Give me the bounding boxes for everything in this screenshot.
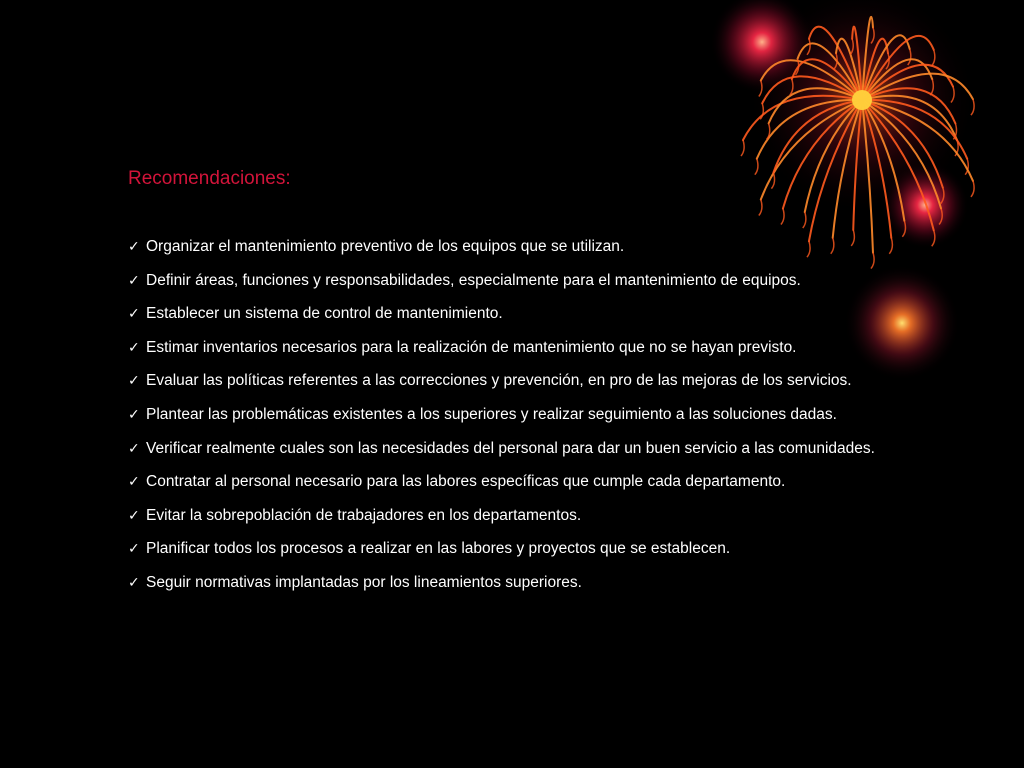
list-item xyxy=(128,238,1008,272)
checkmark-icon: ✓ xyxy=(128,339,140,356)
checkmark-icon: ✓ xyxy=(128,272,140,289)
slide-title: Recomendaciones: xyxy=(128,168,291,189)
list-item xyxy=(128,473,1008,507)
firework-ray-tip xyxy=(741,140,744,156)
list-item xyxy=(128,372,1008,406)
checkmark-icon: ✓ xyxy=(128,440,140,457)
list-item xyxy=(128,440,1008,474)
checkmark-icon: ✓ xyxy=(128,306,140,323)
list-item xyxy=(128,574,1008,608)
recommendations-list xyxy=(128,238,1008,608)
list-item-text: Plantear las problemáticas existentes a los superiores y realizar seguimiento a las soluciones dadas. xyxy=(146,405,837,423)
list-item xyxy=(128,272,1008,306)
firework-ray-tip xyxy=(755,159,758,175)
list-item xyxy=(128,305,1008,339)
firework-ray-tip xyxy=(781,208,784,224)
checkmark-icon: ✓ xyxy=(128,507,140,524)
checkmark-icon: ✓ xyxy=(128,574,140,591)
list-item-text: Establecer un sistema de control de mantenimiento. xyxy=(146,305,503,323)
list-item xyxy=(128,540,1008,574)
list-item xyxy=(128,507,1008,541)
list-item-text: Verificar realmente cuales son las necesidades del personal para dar un buen servicio a las comunidades. xyxy=(146,439,875,457)
firework-ray-tip xyxy=(971,181,974,197)
checkmark-icon: ✓ xyxy=(128,239,140,255)
firework-core xyxy=(852,90,872,110)
checkmark-icon: ✓ xyxy=(128,373,140,390)
firework-ray-tip xyxy=(803,212,806,228)
list-item-text: Seguir normativas implantadas por los lineamientos superiores. xyxy=(146,573,582,591)
list-item-text: Definir áreas, funciones y responsabilidades, especialmente para el mantenimiento de equipos. xyxy=(146,271,801,289)
list-item-text: Organizar el mantenimiento preventivo de los equipos que se utilizan. xyxy=(146,238,625,255)
list-item-text: Evitar la sobrepoblación de trabajadores en los departamentos. xyxy=(146,506,582,524)
list-item-text: Contratar al personal necesario para las labores específicas que cumple cada departamento. xyxy=(146,473,786,491)
list-item xyxy=(128,339,1008,373)
list-item-text: Evaluar las políticas referentes a las correcciones y prevención, en pro de las mejoras de los servicios. xyxy=(146,372,852,390)
checkmark-icon: ✓ xyxy=(128,406,140,423)
checkmark-icon: ✓ xyxy=(128,474,140,491)
checkmark-icon: ✓ xyxy=(128,541,140,558)
list-item-text: Estimar inventarios necesarios para la realización de mantenimiento que no se hayan previsto. xyxy=(146,338,797,356)
list-item-text: Planificar todos los procesos a realizar en las labores y proyectos que se establecen. xyxy=(146,540,731,558)
firework-ray-tip xyxy=(759,200,762,216)
list-item xyxy=(128,406,1008,440)
